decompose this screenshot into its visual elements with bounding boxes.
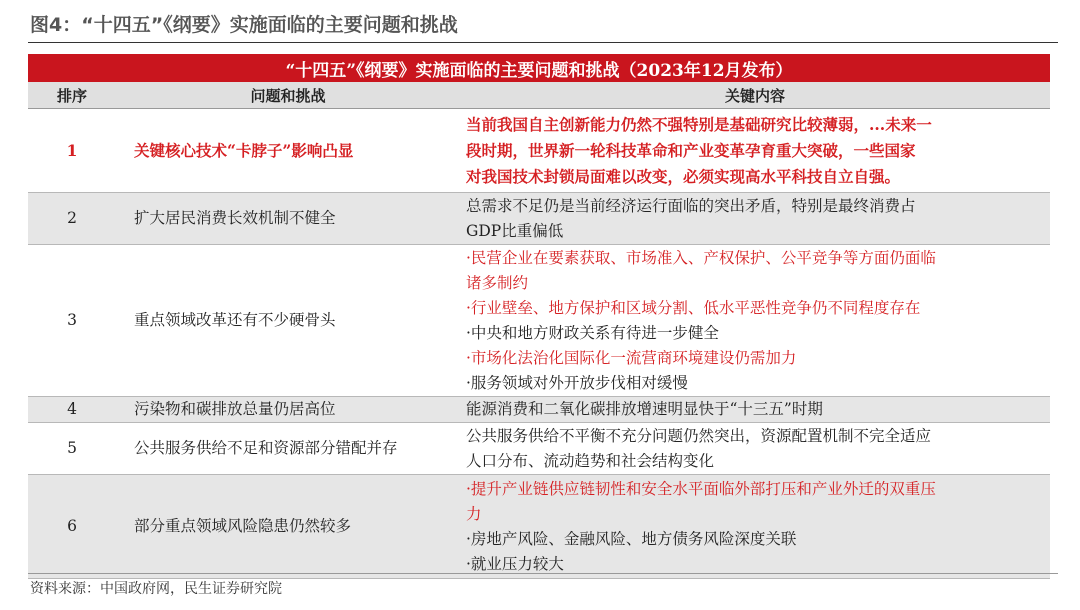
- title-divider: [28, 42, 1058, 43]
- content-line: ·行业壁垒、地方保护和区域分割、低水平恶性竞争仍不同程度存在: [466, 298, 921, 317]
- table-header-row: [28, 82, 1050, 109]
- row-rank: 6: [28, 475, 116, 579]
- content-line: 人口分布、流动趋势和社会结构变化: [466, 451, 715, 470]
- figure-title: 图4：“十四五”《纲要》实施面临的主要问题和挑战: [30, 14, 458, 36]
- content-line: 诸多制约: [466, 273, 529, 292]
- row-issue: 关键核心技术“卡脖子”影响凸显: [116, 109, 460, 193]
- row-rank: 4: [28, 397, 116, 423]
- row-content: [460, 475, 1050, 579]
- row-issue: 污染物和碳排放总量仍居高位: [116, 397, 460, 423]
- row-content: [460, 193, 1050, 245]
- content-line: 对我国技术封锁局面难以改变，必须实现高水平科技自立自强。: [466, 166, 901, 186]
- content-line: 力: [466, 504, 482, 523]
- content-line: 公共服务供给不平衡不充分问题仍然突出，资源配置机制不完全适应: [466, 426, 932, 445]
- content-line: ·就业压力较大: [466, 554, 564, 573]
- header-content: 关键内容: [460, 82, 1050, 109]
- source-note: 资料来源：中国政府网，民生证券研究院: [30, 581, 282, 597]
- table-row: [28, 193, 1050, 245]
- table-row: [28, 475, 1050, 579]
- content-line: ·市场化法治化国际化一流营商环境建设仍需加力: [466, 348, 797, 367]
- row-issue: 部分重点领域风险隐患仍然较多: [116, 475, 460, 579]
- issues-table: [28, 54, 1050, 579]
- source-divider: [28, 573, 1058, 574]
- row-issue: 公共服务供给不足和资源部分错配并存: [116, 423, 460, 475]
- row-content: [460, 109, 1050, 193]
- header-rank: 排序: [28, 82, 116, 109]
- row-issue: 扩大居民消费长效机制不健全: [116, 193, 460, 245]
- content-line: 段时期，世界新一轮科技革命和产业变革孕育重大突破，一些国家: [466, 140, 916, 160]
- content-line: 总需求不足仍是当前经济运行面临的突出矛盾，特别是最终消费占: [466, 196, 916, 215]
- table-banner: “十四五”《纲要》实施面临的主要问题和挑战（2023年12月发布）: [28, 54, 1050, 82]
- row-content: [460, 423, 1050, 475]
- row-content: [460, 397, 1050, 423]
- content-line: 能源消费和二氧化碳排放增速明显快于“十三五”时期: [466, 400, 823, 418]
- content-line: GDP比重偏低: [466, 221, 564, 240]
- table-row: [28, 423, 1050, 475]
- content-line: ·提升产业链供应链韧性和安全水平面临外部打压和产业外迁的双重压: [466, 479, 936, 498]
- row-rank: 1: [28, 109, 116, 193]
- header-issue: 问题和挑战: [116, 82, 460, 109]
- content-line: ·服务领域对外开放步伐相对缓慢: [466, 373, 688, 392]
- table-row: [28, 245, 1050, 397]
- issues-table-container: [28, 54, 1050, 579]
- row-rank: 2: [28, 193, 116, 245]
- content-line: ·民营企业在要素获取、市场准入、产权保护、公平竞争等方面仍面临: [466, 248, 936, 267]
- row-rank: 5: [28, 423, 116, 475]
- content-line: ·中央和地方财政关系有待进一步健全: [466, 323, 719, 342]
- content-line: 当前我国自主创新能力仍然不强特别是基础研究比较薄弱，...未来一: [466, 114, 932, 134]
- content-line: ·房地产风险、金融风险、地方债务风险深度关联: [466, 529, 797, 548]
- table-row: [28, 397, 1050, 423]
- row-issue: 重点领域改革还有不少硬骨头: [116, 245, 460, 397]
- row-content: [460, 245, 1050, 397]
- table-row: [28, 109, 1050, 193]
- row-rank: 3: [28, 245, 116, 397]
